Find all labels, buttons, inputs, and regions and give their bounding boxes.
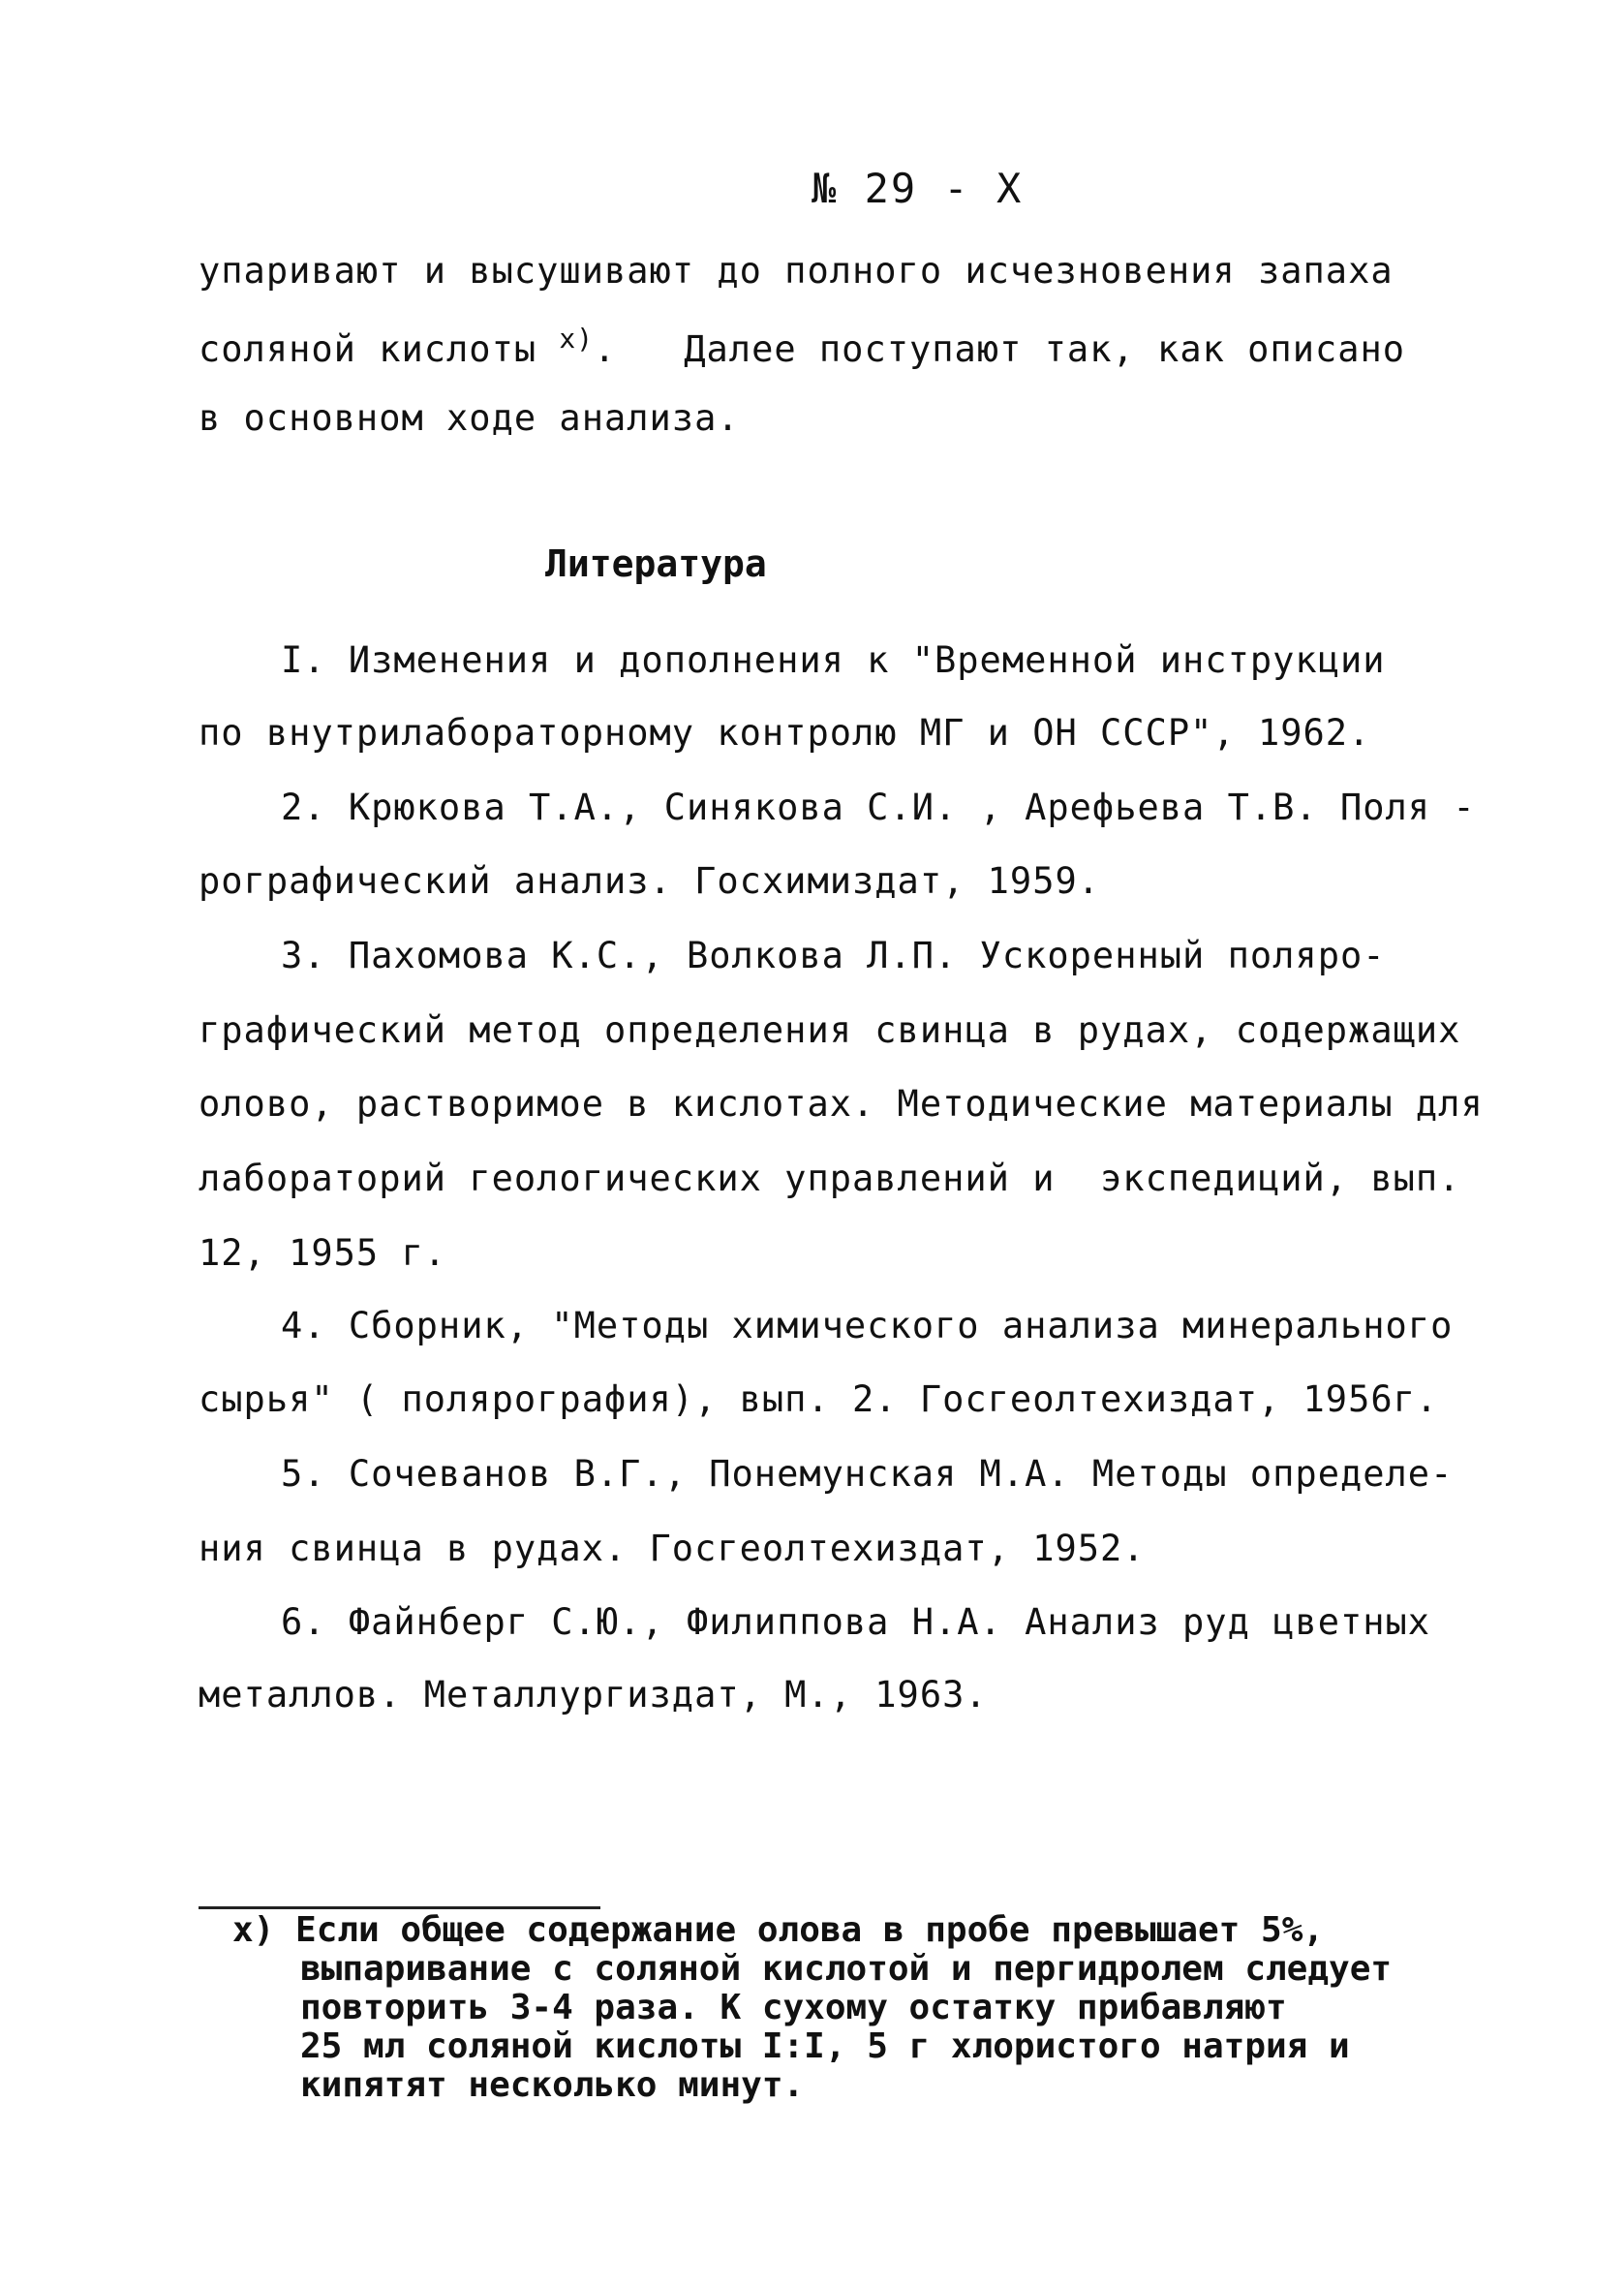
footnote-line: х) Если общее содержание олова в пробе превышает 5%, xyxy=(232,1910,1325,1950)
literature-line: I. Изменения и дополнения к "Временной инструкции xyxy=(281,639,1386,681)
literature-line: графический метод определения свинца в рудах, содержащих xyxy=(199,1009,1461,1051)
page-number: № 29 - Х xyxy=(812,165,1024,212)
footnote-line: выпаривание с соляной кислотой и пергидролем следует xyxy=(300,1949,1393,1989)
intro-line-2-rest: . Далее поступают так, как описано xyxy=(594,328,1406,370)
literature-line: 3. Пахомова К.С., Волкова Л.П. Ускоренный поляро- xyxy=(281,935,1386,976)
intro-line-3: в основном ходе анализа. xyxy=(199,397,740,439)
literature-line: ния свинца в рудах. Госгеолтехиздат, 1952. xyxy=(199,1528,1146,1569)
literature-line: 12, 1955 г. xyxy=(199,1232,447,1274)
literature-line: 4. Сборник, "Методы химического анализа минерального xyxy=(281,1305,1454,1346)
footnote-line: 25 мл соляной кислоты I:I, 5 г хлористого натрия и xyxy=(300,2026,1350,2066)
literature-line: 2. Крюкова Т.А., Синякова С.И. , Арефьева Т.В. Поля - xyxy=(281,787,1476,828)
literature-line: лабораторий геологических управлений и экспедиций, вып. xyxy=(199,1158,1461,1199)
intro-line-2 xyxy=(199,323,1405,370)
literature-line: металлов. Металлургиздат, М., 1963. xyxy=(199,1674,988,1716)
literature-line: сырья" ( полярография), вып. 2. Госгеолтехиздат, 1956г. xyxy=(199,1378,1439,1420)
footnote-line: кипятят несколько минут. xyxy=(300,2065,805,2105)
literature-line: по внутрилабораторному контролю МГ и ОН СССР", 1962. xyxy=(199,712,1371,754)
literature-line: 5. Сочеванов В.Г., Понемунская М.А. Методы определе- xyxy=(281,1453,1454,1495)
footnote-line: повторить 3-4 раза. К сухому остатку прибавляют xyxy=(300,1988,1287,2027)
literature-line: 6. Файнберг С.Ю., Филиппова Н.А. Анализ руд цветных xyxy=(281,1601,1431,1643)
intro-line-1: упаривают и высушивают до полного исчезновения запаха xyxy=(199,250,1394,292)
footnote-divider xyxy=(199,1906,600,1909)
literature-line: рографический анализ. Госхимиздат, 1959. xyxy=(199,860,1101,902)
literature-heading: Литература xyxy=(545,542,767,585)
literature-line: олово, растворимое в кислотах. Методические материалы для xyxy=(199,1083,1484,1125)
intro-line-2-text: соляной кислоты xyxy=(199,328,560,370)
footnote-ref-mark: х) xyxy=(559,323,595,355)
